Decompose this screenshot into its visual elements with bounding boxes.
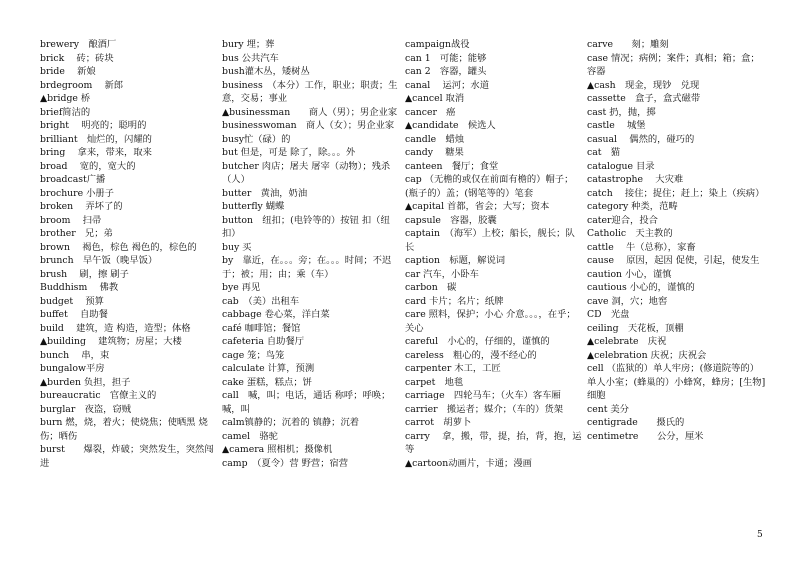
vocab-entry: ▲capital 首都，省会；大写；资本 <box>405 201 550 212</box>
vocab-entry: bye 再见 <box>222 282 261 293</box>
vocab-entry: car 汽车，小卧车 <box>405 268 479 280</box>
vocab-entry: bright 明亮的；聪明的 <box>40 120 147 131</box>
vocab-entry: bring 拿来，带来，取来 <box>40 147 152 158</box>
vocab-entry: cap （无檐的或仅在前面有檐的）帽子；(瓶子的）盖；(钢笔等的）笔套 <box>405 174 574 199</box>
vocab-entry: carriage 四轮马车；（火车）客车厢 <box>405 390 561 401</box>
vocab-entry: can 2 容器，罐头 <box>405 66 487 77</box>
vocab-entry: carpet 地毯 <box>405 376 464 388</box>
vocab-entry: campaign战役 <box>405 39 470 50</box>
vocab-entry: cell （监狱的）单人牢房；(修道院等的）单人小室；(蜂巢的）小蜂窝，蜂房；[生物]细胞 <box>587 363 766 401</box>
vocab-entry: ceiling 天花板，顶棚 <box>587 322 684 334</box>
vocab-entry: but 但是，可是 除了，除。。。外 <box>222 147 356 158</box>
vocab-entry: brewery 酿酒厂 <box>40 39 117 50</box>
vocab-entry: brother 兄；弟 <box>40 228 113 239</box>
vocab-entry: by 靠近，在。。。旁；在。。。时间；不迟于；被；用；由；乘（车） <box>222 255 392 280</box>
vocab-entry: ▲businessman 商人（男）；男企业家 <box>222 106 398 118</box>
vocab-entry: catalogue 目录 <box>587 160 655 172</box>
vocab-entry: carry 拿，搬，带，提，抬，背，抱，运等 <box>405 430 582 455</box>
vocab-entry: broadcast广播 <box>40 174 106 185</box>
vocab-entry: buy 买 <box>222 241 252 253</box>
vocab-entry: castle 城堡 <box>587 120 646 131</box>
vocab-entry: businesswoman 商人（女）；男企业家 <box>222 120 395 131</box>
vocab-entry: broom 扫帚 <box>40 214 102 226</box>
vocab-entry: burn 燃，烧，着火；使烧焦；使晒黑 烧伤；晒伤 <box>40 417 208 442</box>
vocab-entry: careful 小心的，仔细的，谨慎的 <box>405 336 550 347</box>
vocab-entry: cafeteria 自助餐厅 <box>222 336 305 347</box>
vocab-entry: broad 宽的，宽大的 <box>40 160 136 172</box>
vocab-entry: carrot 胡萝卜 <box>405 417 472 428</box>
vocab-entry: candle 蜡烛 <box>405 133 465 145</box>
vocab-entry: cage 笼；鸟笼 <box>222 349 285 361</box>
vocab-entry: CD 光盘 <box>587 309 630 320</box>
vocab-entry: broken 弄坏了的 <box>40 201 123 212</box>
vocab-entry: carrier 搬运者；媒介；（车的）货架 <box>405 403 564 415</box>
vocab-entry: cassette 盒子，盒式磁带 <box>587 93 701 104</box>
vocab-entry: ▲cartoon动画片，卡通；漫画 <box>405 457 532 469</box>
vocab-entry: brief简洁的 <box>40 106 91 118</box>
vocab-entry: casual 偶然的，碰巧的 <box>587 133 695 145</box>
vocab-entry: capsule 容器，胶囊 <box>405 214 497 226</box>
vocab-entry: cab （美）出租车 <box>222 295 300 307</box>
vocab-entry: cancer 癌 <box>405 106 456 118</box>
vocab-entry: buffet 自助餐 <box>40 309 108 320</box>
vocab-entry: ▲bridge 桥 <box>40 93 91 104</box>
vocab-entry: camp （夏令）营 野营；宿营 <box>222 457 349 469</box>
vocab-entry: canteen 餐厅；食堂 <box>405 160 499 172</box>
vocab-entry: can 1 可能；能够 <box>405 52 487 64</box>
vocab-entry: carbon 碳 <box>405 282 457 293</box>
vocab-entry: card 卡片；名片；纸牌 <box>405 295 504 307</box>
vocab-entry: brochure 小册子 <box>40 187 114 199</box>
vocab-entry: cabbage 卷心菜，洋白菜 <box>222 309 330 320</box>
vocab-entry: camel 骆驼 <box>222 430 278 442</box>
vocab-entry: case 情况；病例；案件；真相；箱；盒；容器 <box>587 52 760 77</box>
vocab-entry: Buddhism 佛教 <box>40 282 119 293</box>
vocab-entry: canal 运河；水道 <box>405 79 489 91</box>
vocab-entry: care 照料，保护；小心 介意。。。，在乎；关心 <box>405 309 576 334</box>
vocab-entry: call 喊，叫；电话，通话 称呼；呼唤；喊，叫 <box>222 390 391 415</box>
vocab-entry: cattle 牛（总称），家畜 <box>587 241 696 253</box>
vocab-entry: ▲candidate 候选人 <box>405 120 496 131</box>
vocab-entry: butcher 肉店；屠夫 屠宰（动物）；残杀（人） <box>222 160 391 185</box>
vocab-entry: centimetre 公分，厘米 <box>587 430 704 442</box>
vocab-entry: cause 原因，起因 促使，引起，使发生 <box>587 255 760 266</box>
vocab-entry: café 咖啡馆；餐馆 <box>222 322 301 334</box>
column-2 <box>222 38 400 470</box>
vocab-entry: cautious 小心的，谨慎的 <box>587 282 695 293</box>
vocab-entry: budget 预算 <box>40 295 104 307</box>
vocab-entry: Catholic 天主教的 <box>587 228 673 239</box>
vocab-entry: business （本分）工作，职业；职责；生意，交易；事业 <box>222 79 398 104</box>
column-3 <box>405 38 583 470</box>
vocab-entry: bunch 串，束 <box>40 349 110 361</box>
vocab-entry: caption 标题，解说词 <box>405 255 506 266</box>
vocab-entry: button 纽扣；(电铃等的）按钮 扣（纽扣） <box>222 214 390 239</box>
vocab-entry: brush 刷，擦 刷子 <box>40 268 129 280</box>
vocab-entry: ▲cash 现金，现钞 兑现 <box>587 79 700 91</box>
vocab-entry: ▲camera 照相机；摄像机 <box>222 444 333 455</box>
vocab-entry: burglar 夜盗，窃贼 <box>40 403 132 415</box>
vocab-entry: brown 褐色，棕色 褐色的，棕色的 <box>40 241 197 253</box>
vocab-entry: carpenter 木工，工匠 <box>405 363 501 374</box>
vocab-entry: catch 接住；捉住；赶上；染上（疾病） <box>587 187 765 199</box>
vocab-entry: bride 新娘 <box>40 66 96 77</box>
column-4 <box>587 38 767 443</box>
vocab-entry: careless 粗心的，漫不经心的 <box>405 349 537 361</box>
vocab-entry: cast 扔，抛，掷 <box>587 106 656 118</box>
vocab-entry: bungalow平房 <box>40 363 105 374</box>
vocab-entry: carve 刻；雕刻 <box>587 39 669 50</box>
vocab-entry: cat 猫 <box>587 147 621 158</box>
vocab-entry: ▲burden 负担，担子 <box>40 376 131 388</box>
vocab-entry: category 种类，范畴 <box>587 201 678 212</box>
vocab-entry: butter 黄油，奶油 <box>222 187 308 199</box>
vocab-entry: brilliant 灿烂的，闪耀的 <box>40 133 152 145</box>
vocab-entry: cent 美分 <box>587 403 629 415</box>
vocab-entry: cater迎合，投合 <box>587 214 658 226</box>
vocab-entry: ▲celebration 庆祝；庆祝会 <box>587 349 707 361</box>
vocab-entry: brunch 早午饭（晚早饭） <box>40 255 158 266</box>
vocab-entry: candy 糖果 <box>405 147 464 158</box>
vocab-entry: bury 埋；葬 <box>222 39 275 50</box>
vocab-entry: bush灌木丛，矮树丛 <box>222 66 310 77</box>
vocab-entry: calculate 计算，预测 <box>222 363 315 374</box>
vocab-entry: brick 砖；砖块 <box>40 52 114 64</box>
vocab-entry: ▲celebrate 庆祝 <box>587 336 667 347</box>
vocab-entry: calm镇静的；沉着的 镇静；沉着 <box>222 417 360 428</box>
vocab-entry: caution 小心，谨慎 <box>587 268 672 280</box>
page-number: 5 <box>757 530 763 540</box>
vocab-entry: build 建筑，造 构造，造型；体格 <box>40 322 191 334</box>
vocab-entry: ▲building 建筑物；房屋；大楼 <box>40 336 182 347</box>
vocab-entry: catastrophe 大灾难 <box>587 174 684 185</box>
column-1 <box>40 38 218 470</box>
vocab-entry: busy忙（碌）的 <box>222 133 291 145</box>
vocab-entry: centigrade 摄氏的 <box>587 417 685 428</box>
vocab-entry: butterfly 蝴蝶 <box>222 201 285 212</box>
vocab-entry: burst 爆裂，炸破；突然发生，突然闯进 <box>40 444 214 469</box>
vocab-entry: bus 公共汽车 <box>222 52 279 64</box>
vocab-entry: brdegroom 新郎 <box>40 79 124 91</box>
vocab-entry: bureaucratic 官僚主义的 <box>40 390 157 401</box>
vocab-entry: cave 洞，穴；地窖 <box>587 295 668 307</box>
vocab-entry: ▲cancel 取消 <box>405 93 465 104</box>
vocab-entry: cake 蛋糕，糕点；饼 <box>222 376 312 388</box>
vocab-entry: captain （海军）上校；船长，舰长；队长 <box>405 228 575 253</box>
